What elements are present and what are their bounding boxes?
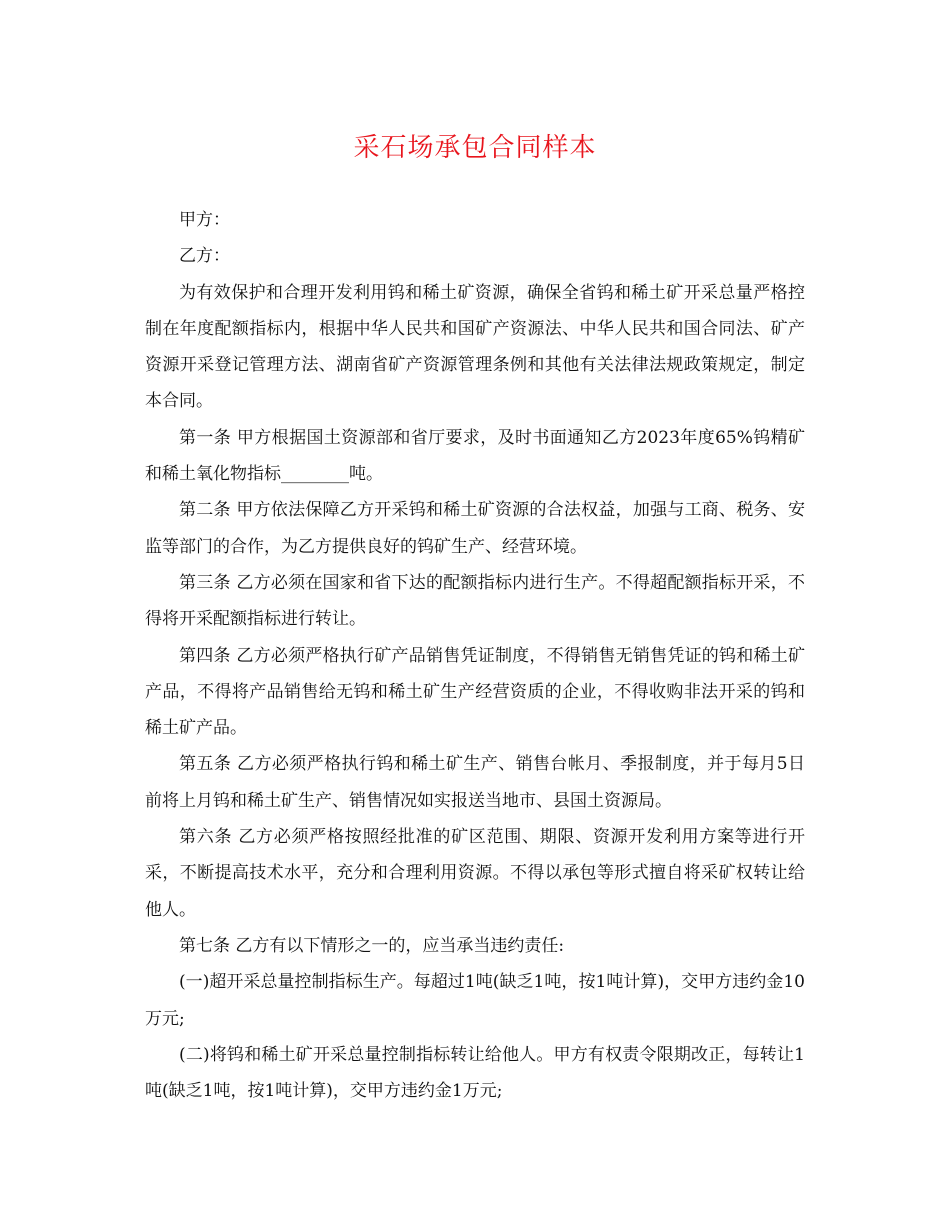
article-4: 第四条 乙方必须严格执行矿产品销售凭证制度，不得销售无销售凭证的钨和稀土矿产品，不得将产品销售给无钨和稀土矿生产经营资质的企业，不得收购非法开采的钨和稀土矿产品。 <box>145 645 805 739</box>
party-a-line: 甲方： <box>179 210 230 230</box>
party-b-line: 乙方： <box>179 246 230 267</box>
article-6: 第六条 乙方必须严格按照经批准的矿区范围、期限、资源开发利用方案等进行开采，不断提高技术水平，充分和合理利用资源。不得以承包等形式擅自将采矿权转让给他人。 <box>145 827 805 920</box>
article-2: 第二条 甲方依法保障乙方开采钨和稀土矿资源的合法权益，加强与工商、税务、安监等部门的合作，为乙方提供良好的钨矿生产、经营环境。 <box>145 500 805 557</box>
preamble-paragraph: 为有效保护和合理开发利用钨和稀土矿资源，确保全省钨和稀土矿开采总量严格控制在年度配额指标内，根据中华人民共和国矿产资源法、中华人民共和国合同法、矿产资源开采登记管理方法、湖南省矿产资源管理条例和其他有关法律法规政策规定，制定本合同。 <box>145 282 805 412</box>
article-7-clause-1: (一)超开采总量控制指标生产。每超过1吨(缺乏1吨，按1吨计算)，交甲方违约金10万元; <box>145 972 805 1029</box>
article-1: 第一条 甲方根据国土资源部和省厅要求，及时书面通知乙方2023年度65%钨精矿和稀土氧化物指标________吨。 <box>145 427 805 485</box>
article-5: 第五条 乙方必须严格执行钨和稀土矿生产、销售台帐月、季报制度，并于每月5日前将上月钨和稀土矿生产、销售情况如实报送当地市、县国土资源局。 <box>145 754 805 811</box>
document-title: 采石场承包合同样本 <box>353 133 597 163</box>
article-7: 第七条 乙方有以下情形之一的，应当承当违约责任: <box>179 935 565 956</box>
article-7-clause-2: (二)将钨和稀土矿开采总量控制指标转让给他人。甲方有权责令限期改正，每转让1吨(缺乏1吨，按1吨计算)，交甲方违约金1万元; <box>145 1044 805 1102</box>
document-body <box>145 202 805 1109</box>
article-3: 第三条 乙方必须在国家和省下达的配额指标内进行生产。不得超配额指标开采，不得将开采配额指标进行转让。 <box>145 572 805 630</box>
